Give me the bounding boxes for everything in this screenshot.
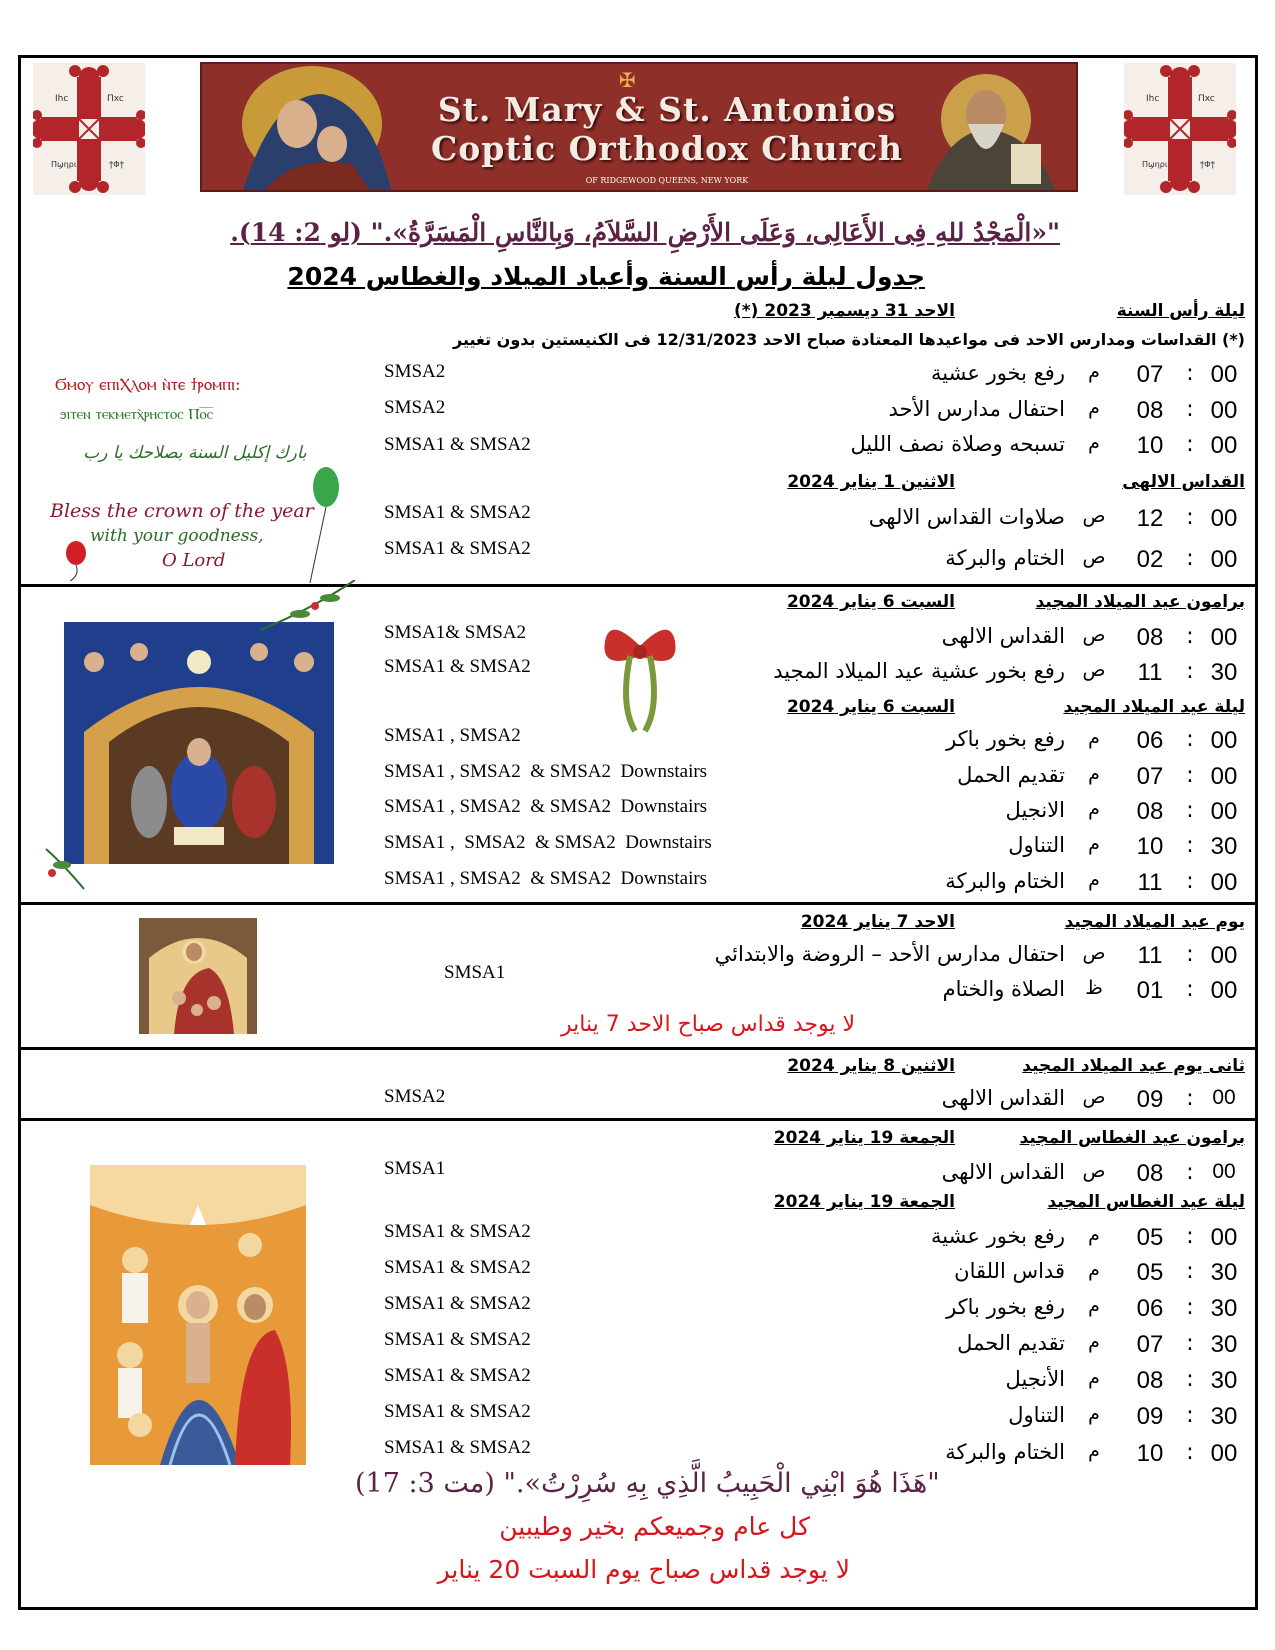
ampm: ص — [1082, 942, 1106, 964]
minutes: 00 — [1212, 1086, 1236, 1109]
coptic-line-1: Ϭⲙⲟⲩ ⲉⲡⲓⲬⲗⲟⲙ ⲛ̀ⲧⲉ ϯⲣⲟⲙⲡⲓ: — [55, 375, 241, 395]
ampm: م — [1088, 869, 1100, 891]
colon: : — [1186, 977, 1194, 1002]
cross-text: Πϣηρι — [1142, 160, 1168, 169]
schedule-row — [385, 1160, 1245, 1194]
minutes: 00 — [1210, 361, 1238, 388]
minutes: 30 — [1210, 1367, 1238, 1394]
section-label: ليلة عيد الميلاد المجيد — [1063, 697, 1245, 717]
schedule-row — [385, 1086, 1245, 1120]
hour: 11 — [1137, 942, 1163, 969]
ampm: ص — [1082, 546, 1106, 568]
colon: : — [1186, 833, 1194, 858]
location: SMSA1 , SMSA2 & SMSA2 Downstairs — [384, 832, 712, 853]
christmas-bow-icon — [600, 616, 680, 736]
hour: 08 — [1136, 1160, 1164, 1187]
hour: 09 — [1136, 1086, 1164, 1113]
location: SMSA1 , SMSA2 & SMSA2 Downstairs — [384, 761, 708, 782]
church-name-line2: Coptic Orthodox Church — [430, 129, 904, 168]
location: SMSA1 , SMSA2 & SMSA2 Downstairs — [384, 868, 708, 889]
location: SMSA2 — [384, 397, 446, 418]
ampm: ص — [1082, 505, 1106, 527]
event-name: رفع بخور عشية عيد الميلاد المجيد — [773, 659, 1065, 683]
ampm: م — [1088, 1259, 1100, 1281]
ampm: م — [1088, 1403, 1100, 1425]
divider-3 — [18, 1047, 1258, 1050]
event-name: احتفال مدارس الأحد — [888, 397, 1065, 421]
section-label: القداس الالهى — [1122, 472, 1245, 492]
event-name: رفع بخور عشية — [931, 1224, 1065, 1248]
hour: 10 — [1136, 833, 1164, 860]
coptic-line-2: ϧⲓⲧⲉⲛ ⲧⲉⲕⲙⲉⲧⲭ̀ⲣⲏⲥⲧⲟⲥ Ⲡⲟ̅ⲥ̅ — [60, 405, 214, 423]
balloon-red-icon — [50, 535, 110, 583]
location: SMSA1 , SMSA2 — [384, 725, 521, 746]
cross-text: ϯΦϯ — [1200, 160, 1215, 169]
cross-text: Πϣηρι — [51, 160, 77, 169]
event-name: قداس اللقان — [954, 1259, 1065, 1283]
final-notice: لا يوجد قداس صباح يوم السبت 20 يناير — [437, 1555, 850, 1584]
hour: 10 — [1136, 432, 1164, 459]
minutes: 00 — [1210, 505, 1238, 532]
hour: 11 — [1137, 659, 1163, 686]
location: SMSA1 — [444, 962, 506, 983]
colon: : — [1186, 1086, 1194, 1111]
minutes: 00 — [1210, 624, 1238, 651]
verse-top: "«الْمَجْدُ للهِ فِى الأَعَالِى، وَعَلَى الأَرْضِ السَّلاَمُ، وَبِالنَّاسِ الْمَسَرَّةُ»." (لو 2: 14). — [230, 218, 1060, 247]
nativity-icon-image — [64, 622, 334, 864]
location: SMSA2 — [384, 361, 446, 382]
colon: : — [1186, 869, 1194, 894]
hour: 08 — [1136, 397, 1164, 424]
minutes: 30 — [1210, 659, 1238, 686]
st-mary-icon — [202, 64, 402, 192]
section-date: الجمعة 19 يناير 2024 — [773, 1128, 955, 1148]
event-name: القداس الالهى — [941, 624, 1065, 648]
greeting: كل عام وجميعكم بخير وطيبين — [499, 1512, 810, 1541]
section-label: ليلة رأس السنة — [1116, 301, 1245, 321]
event-name: تقديم الحمل — [957, 1331, 1065, 1355]
minutes: 30 — [1210, 1295, 1238, 1322]
section-date: الاحد 7 يناير 2024 — [800, 912, 955, 932]
cross-text: ϯΦϯ — [109, 160, 124, 169]
location: SMSA1 & SMSA2 — [384, 656, 531, 677]
ampm: ص — [1082, 624, 1106, 646]
ampm: ظ — [1085, 977, 1103, 999]
location: SMSA1 , SMSA2 & SMSA2 Downstairs — [384, 796, 708, 817]
colon: : — [1186, 942, 1194, 967]
ampm: م — [1088, 727, 1100, 749]
colon: : — [1186, 361, 1194, 386]
location: SMSA1 & SMSA2 — [384, 502, 531, 523]
event-name: صلاوات القداس الالهى — [868, 505, 1065, 529]
minutes: 00 — [1210, 397, 1238, 424]
page-title: جدول ليلة رأس السنة وأعياد الميلاد والغطاس 2024 — [287, 262, 925, 291]
arabic-blessing: بارك إكليل السنة بصلاحك يا رب — [83, 443, 307, 463]
event-name: تسبحه وصلاة نصف الليل — [850, 432, 1065, 456]
location: SMSA1 & SMSA2 — [384, 1437, 531, 1458]
holly-branch-icon — [44, 845, 104, 893]
section-date: الاثنين 8 يناير 2024 — [787, 1056, 955, 1076]
ampm: م — [1088, 432, 1100, 454]
colon: : — [1186, 1331, 1194, 1356]
event-name: الختام والبركة — [945, 546, 1065, 570]
hour: 02 — [1136, 546, 1164, 573]
hour: 12 — [1136, 505, 1164, 532]
colon: : — [1186, 1367, 1194, 1392]
holly-branch-icon — [260, 580, 360, 640]
colon: : — [1186, 505, 1194, 530]
ampm: م — [1088, 1331, 1100, 1353]
colon: : — [1186, 798, 1194, 823]
notice-no-liturgy: لا يوجد قداس صباح الاحد 7 يناير — [561, 1012, 855, 1037]
minutes: 00 — [1210, 763, 1238, 790]
church-location: OF RIDGEWOOD QUEENS, NEW YORK — [585, 176, 749, 185]
section-date: السبت 6 يناير 2024 — [786, 592, 955, 612]
colon: : — [1186, 1160, 1194, 1185]
colon: : — [1186, 432, 1194, 457]
ampm: م — [1088, 1295, 1100, 1317]
location: SMSA1 & SMSA2 — [384, 434, 531, 455]
event-name: الختام والبركة — [945, 869, 1065, 893]
section-date: الاحد 31 ديسمبر 2023 (*) — [734, 301, 955, 321]
coptic-cross-icon-right — [1124, 63, 1236, 195]
cross-text: Ihc — [55, 94, 69, 104]
location: SMSA1 & SMSA2 — [384, 1221, 531, 1242]
event-name: رفع بخور باكر — [946, 1295, 1065, 1319]
section-note: (*) القداسات ومدارس الاحد فى مواعيدها المعتادة صباح الاحد 12/31/2023 فى الكنيستين بدون تغيير — [453, 330, 1245, 349]
divider-1 — [18, 584, 1258, 587]
colon: : — [1186, 1440, 1194, 1465]
coptic-cross-icon-left — [33, 63, 145, 195]
hour: 06 — [1136, 727, 1164, 754]
hour: 06 — [1136, 1295, 1164, 1322]
minutes: 30 — [1210, 1403, 1238, 1430]
section-label: ليلة عيد الغطاس المجيد — [1047, 1192, 1245, 1212]
church-banner — [200, 62, 1078, 192]
new-year-greeting-image — [50, 365, 340, 583]
colon: : — [1186, 1295, 1194, 1320]
english-line-3: O Lord — [162, 550, 226, 571]
location: SMSA1 — [384, 1158, 446, 1179]
hour: 05 — [1136, 1224, 1164, 1251]
section-date: الاثنين 1 يناير 2024 — [787, 472, 955, 492]
colon: : — [1186, 1259, 1194, 1284]
church-name-line1: St. Mary & St. Antonios — [437, 90, 897, 129]
hour: 07 — [1136, 361, 1164, 388]
location: SMSA1 & SMSA2 — [384, 1365, 531, 1386]
minutes: 00 — [1210, 1224, 1238, 1251]
minutes: 00 — [1210, 942, 1238, 969]
event-name: الختام والبركة — [945, 1440, 1065, 1464]
minutes: 30 — [1210, 1259, 1238, 1286]
ampm: م — [1088, 1224, 1100, 1246]
event-name: الانجيل — [1005, 798, 1065, 822]
minutes: 00 — [1210, 727, 1238, 754]
cross-text: Πxc — [1198, 94, 1215, 104]
balloon-green-icon — [300, 465, 340, 583]
baptism-of-christ-icon-image — [90, 1165, 306, 1465]
ampm: م — [1088, 361, 1100, 383]
minutes: 30 — [1210, 1331, 1238, 1358]
event-name: الصلاة والختام — [942, 977, 1065, 1001]
section-label: يوم عيد الميلاد المجيد — [1064, 912, 1245, 932]
event-name: التناول — [1008, 833, 1065, 857]
banner-cross-icon: ✠ — [619, 68, 636, 92]
event-name: احتفال مدارس الأحد – الروضة والابتدائي — [714, 942, 1065, 966]
location: SMSA1 & SMSA2 — [384, 1401, 531, 1422]
event-name: القداس الالهى — [941, 1160, 1065, 1184]
minutes: 30 — [1210, 833, 1238, 860]
colon: : — [1186, 763, 1194, 788]
location: SMSA1 & SMSA2 — [384, 1293, 531, 1314]
colon: : — [1186, 1224, 1194, 1249]
hour: 01 — [1136, 977, 1164, 1004]
hour: 10 — [1136, 1440, 1164, 1467]
minutes: 00 — [1210, 798, 1238, 825]
section-label: برامون عيد الغطاس المجيد — [1019, 1128, 1245, 1148]
event-name: القداس الالهى — [941, 1086, 1065, 1110]
section-date: السبت 6 يناير 2024 — [786, 697, 955, 717]
schedule-row — [385, 397, 1245, 431]
ampm: م — [1088, 397, 1100, 419]
event-name: تقديم الحمل — [957, 763, 1065, 787]
cross-text: Ihc — [1146, 94, 1160, 104]
location: SMSA1 & SMSA2 — [384, 1329, 531, 1350]
hour: 09 — [1136, 1403, 1164, 1430]
minutes: 00 — [1210, 546, 1238, 573]
event-name: التناول — [1008, 1403, 1065, 1427]
minutes: 00 — [1210, 977, 1238, 1004]
hour: 08 — [1136, 798, 1164, 825]
ampm: ص — [1082, 659, 1106, 681]
ampm: ص — [1082, 1086, 1106, 1108]
section-label: برامون عيد الميلاد المجيد — [1035, 592, 1245, 612]
christ-with-children-icon-image — [139, 918, 257, 1034]
minutes: 00 — [1210, 869, 1238, 896]
hour: 08 — [1136, 624, 1164, 651]
section-label: ثانى يوم عيد الميلاد المجيد — [1022, 1056, 1245, 1076]
hour: 07 — [1136, 1331, 1164, 1358]
ampm: م — [1088, 1440, 1100, 1462]
event-name: الأنجيل — [1005, 1367, 1065, 1391]
ampm: م — [1088, 1367, 1100, 1389]
location: SMSA2 — [384, 1086, 446, 1107]
colon: : — [1186, 659, 1194, 684]
event-name: رفع بخور باكر — [946, 727, 1065, 751]
colon: : — [1186, 397, 1194, 422]
hour: 05 — [1136, 1259, 1164, 1286]
ampm: ص — [1082, 1160, 1106, 1182]
minutes: 00 — [1210, 1440, 1238, 1467]
hour: 08 — [1136, 1367, 1164, 1394]
schedule-row — [385, 942, 1245, 976]
schedule-row — [385, 361, 1245, 395]
section-date: الجمعة 19 يناير 2024 — [773, 1192, 955, 1212]
colon: : — [1186, 546, 1194, 571]
minutes: 00 — [1212, 1160, 1236, 1183]
english-line-1: Bless the crown of the year — [50, 500, 314, 522]
ampm: م — [1088, 798, 1100, 820]
location: SMSA1& SMSA2 — [384, 622, 527, 643]
minutes: 00 — [1210, 432, 1238, 459]
cross-text: Πxc — [107, 94, 124, 104]
hour: 11 — [1137, 869, 1163, 896]
verse-bottom: "هَذَا هُوَ ابْنِي الْحَبِيبُ الَّذِي بِهِ سُرِرْتُ»." (مت 3: 17) — [355, 1468, 940, 1499]
colon: : — [1186, 624, 1194, 649]
location: SMSA1 & SMSA2 — [384, 1257, 531, 1278]
ampm: م — [1088, 763, 1100, 785]
english-line-2: with your goodness, — [90, 526, 264, 546]
location: SMSA1 & SMSA2 — [384, 538, 531, 559]
colon: : — [1186, 1403, 1194, 1428]
ampm: م — [1088, 833, 1100, 855]
schedule-row — [385, 977, 1245, 1011]
colon: : — [1186, 727, 1194, 752]
event-name: رفع بخور عشية — [931, 361, 1065, 385]
hour: 07 — [1136, 763, 1164, 790]
st-antonios-icon — [916, 64, 1076, 192]
